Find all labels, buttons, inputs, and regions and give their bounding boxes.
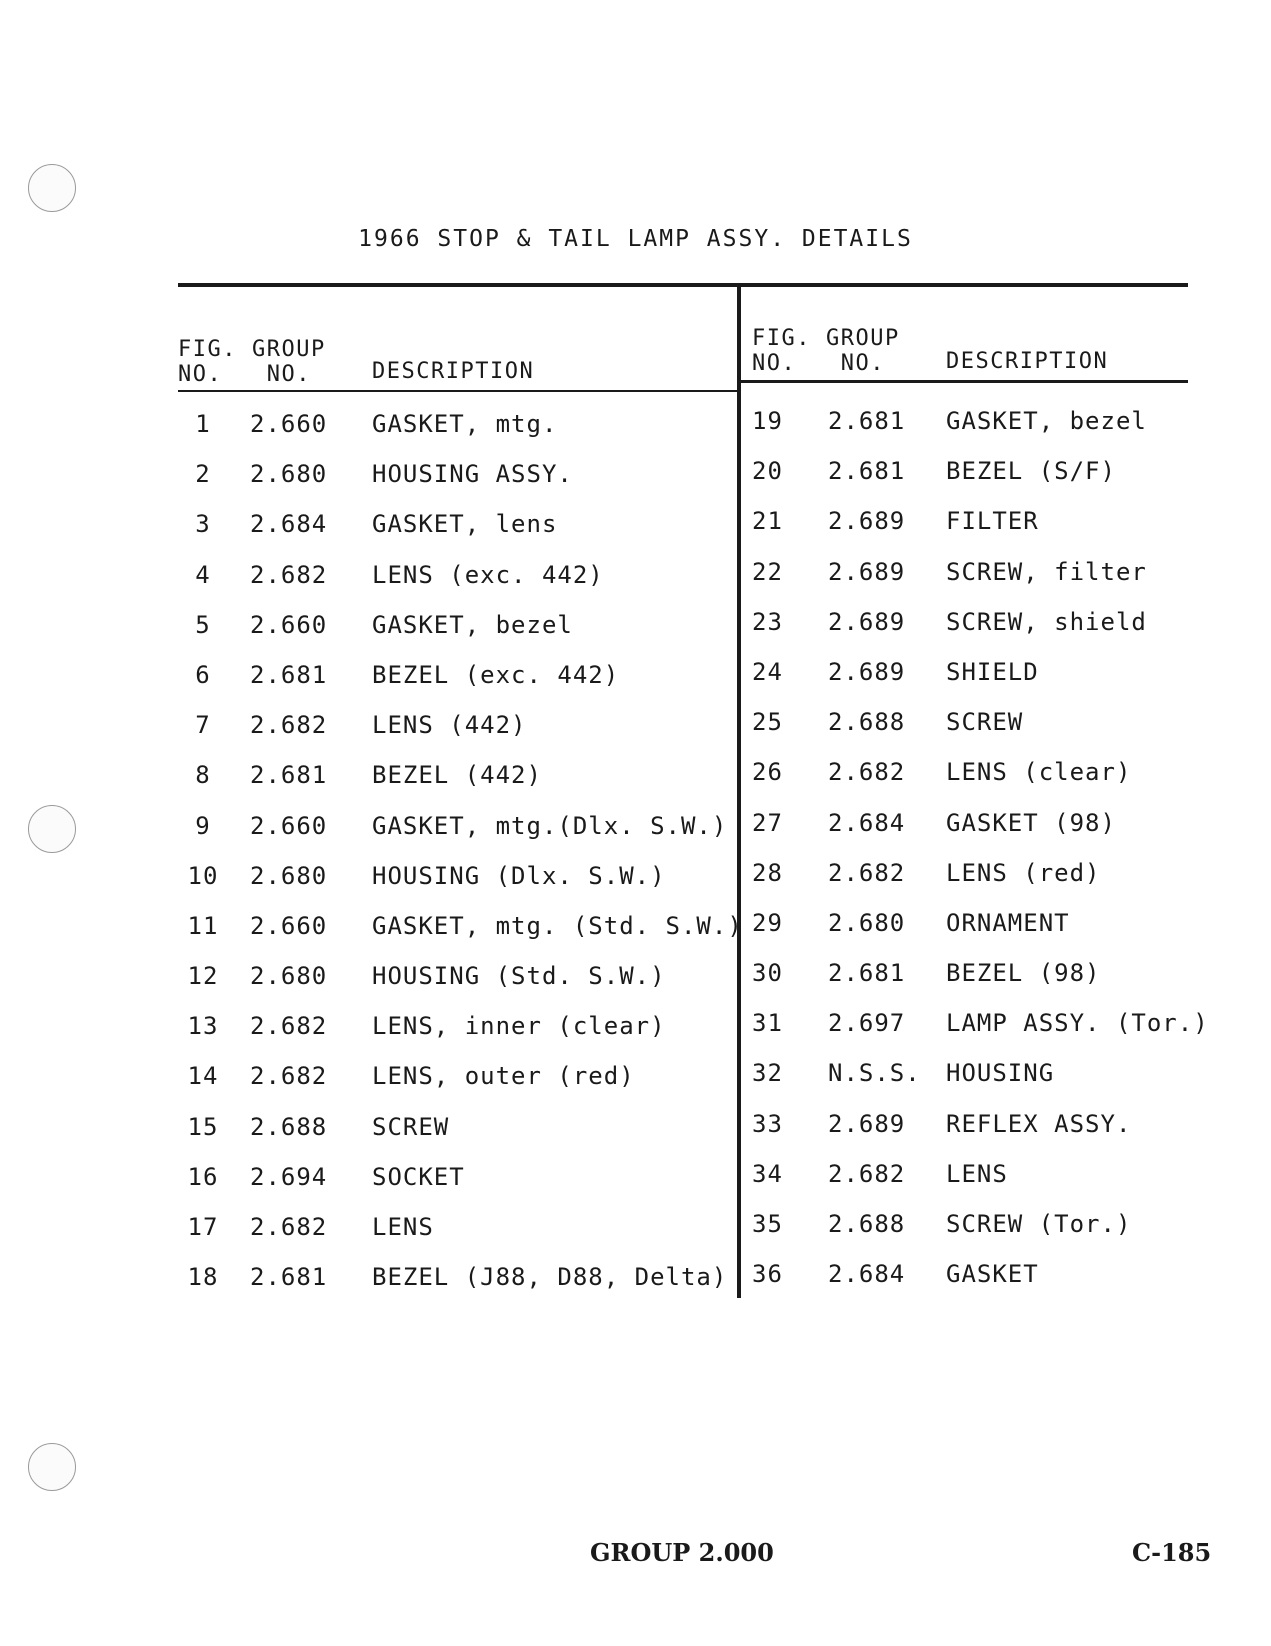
part-description: LAMP ASSY. (Tor.) — [946, 1009, 1209, 1038]
left-header-description: DESCRIPTION — [372, 359, 535, 384]
part-description: HOUSING (Std. S.W.) — [372, 962, 666, 991]
header-fig-line1: FIG. — [178, 337, 237, 362]
group-no: 2.684 — [828, 808, 906, 837]
part-description: SCREW, filter — [946, 557, 1147, 586]
fig-no: 5 — [195, 610, 211, 639]
table-column-divider — [737, 283, 741, 1298]
part-description: GASKET, mtg.(Dlx. S.W.) — [372, 811, 728, 840]
group-no: 2.681 — [828, 457, 906, 486]
fig-no: 8 — [195, 761, 211, 790]
part-description: SOCKET — [372, 1162, 465, 1191]
group-no: 2.681 — [250, 660, 328, 689]
header-group-line2: NO. — [266, 362, 311, 387]
part-description: FILTER — [946, 507, 1039, 536]
part-description: BEZEL (J88, D88, Delta) — [372, 1263, 728, 1292]
left-header-fig — [178, 337, 237, 387]
group-no: 2.680 — [828, 908, 906, 937]
fig-no: 27 — [752, 808, 783, 837]
fig-no: 25 — [752, 708, 783, 737]
left-header-group — [252, 337, 326, 387]
group-no: 2.682 — [828, 758, 906, 787]
part-description: GASKET (98) — [946, 808, 1116, 837]
part-description: GASKET — [946, 1260, 1039, 1289]
group-no: 2.682 — [828, 1159, 906, 1188]
fig-no: 32 — [752, 1059, 783, 1088]
fig-no: 17 — [187, 1213, 219, 1241]
fig-no: 10 — [187, 861, 219, 890]
fig-no: 2 — [195, 460, 211, 489]
part-description: BEZEL (S/F) — [946, 457, 1116, 486]
footer-group-label: GROUP 2.000 — [590, 1538, 774, 1567]
fig-no: 16 — [187, 1162, 219, 1191]
part-description: SCREW (Tor.) — [946, 1210, 1132, 1238]
group-no: 2.684 — [828, 1260, 906, 1289]
part-description: SCREW, shield — [946, 607, 1147, 636]
part-description: HOUSING (Dlx. S.W.) — [372, 861, 666, 890]
part-description: LENS, inner (clear) — [372, 1012, 666, 1041]
group-no: 2.681 — [250, 1263, 328, 1292]
group-no: 2.697 — [828, 1009, 906, 1038]
part-description: ORNAMENT — [946, 908, 1070, 937]
part-description: SCREW — [946, 708, 1024, 737]
group-no: 2.682 — [250, 560, 328, 589]
table-top-rule — [178, 283, 1188, 287]
part-description: LENS — [946, 1159, 1008, 1188]
fig-no: 20 — [752, 457, 783, 486]
fig-no: 12 — [187, 962, 219, 991]
fig-no: 29 — [752, 908, 783, 937]
left-header-rule — [178, 390, 738, 392]
fig-no: 19 — [752, 407, 783, 435]
fig-no: 7 — [195, 711, 211, 740]
right-header-description: DESCRIPTION — [946, 349, 1109, 374]
part-description: GASKET, mtg. (Std. S.W.) — [372, 911, 743, 940]
group-no: 2.694 — [250, 1162, 328, 1191]
group-no: 2.682 — [250, 711, 328, 740]
fig-no: 21 — [752, 507, 783, 536]
fig-no: 34 — [752, 1159, 783, 1188]
fig-no: 24 — [752, 657, 783, 686]
part-description: SHIELD — [946, 657, 1039, 686]
header-fig-line2: NO. — [178, 362, 223, 387]
part-description: HOUSING — [946, 1059, 1055, 1088]
part-description: LENS (442) — [372, 711, 527, 740]
part-description: LENS — [372, 1213, 434, 1241]
part-description: GASKET, bezel — [372, 610, 573, 639]
group-no: 2.688 — [828, 708, 906, 737]
group-no: 2.682 — [828, 858, 906, 887]
fig-no: 28 — [752, 858, 783, 887]
fig-no: 3 — [195, 510, 211, 539]
group-no: 2.682 — [250, 1012, 328, 1041]
group-no: 2.689 — [828, 607, 906, 636]
fig-no: 23 — [752, 607, 783, 636]
group-no: 2.660 — [250, 610, 328, 639]
part-description: LENS (red) — [946, 858, 1101, 887]
header-group-line1: GROUP — [826, 326, 900, 351]
group-no: 2.660 — [250, 911, 328, 940]
fig-no: 14 — [187, 1062, 219, 1091]
fig-no: 6 — [195, 660, 211, 689]
group-no: 2.689 — [828, 657, 906, 686]
fig-no: 9 — [195, 811, 211, 840]
part-description: LENS (clear) — [946, 758, 1132, 787]
header-group-line1: GROUP — [252, 337, 326, 362]
fig-no: 1 — [195, 410, 211, 438]
fig-no: 13 — [187, 1012, 219, 1041]
group-no: 2.681 — [250, 761, 328, 790]
header-fig-line1: FIG. — [752, 326, 811, 351]
part-description: GASKET, bezel — [946, 407, 1147, 435]
binder-hole-middle — [28, 805, 76, 853]
group-no: 2.680 — [250, 861, 328, 890]
group-no: 2.681 — [828, 407, 906, 435]
binder-hole-bottom — [28, 1443, 76, 1491]
fig-no: 15 — [187, 1112, 219, 1141]
part-description: REFLEX ASSY. — [946, 1109, 1132, 1138]
right-header-group — [826, 326, 900, 376]
group-no: 2.682 — [250, 1062, 328, 1091]
header-group-line2: NO. — [840, 351, 885, 376]
fig-no: 4 — [195, 560, 211, 589]
part-description: LENS (exc. 442) — [372, 560, 604, 589]
part-description: LENS, outer (red) — [372, 1062, 635, 1091]
fig-no: 18 — [187, 1263, 219, 1292]
page-title: 1966 STOP & TAIL LAMP ASSY. DETAILS — [358, 226, 913, 252]
fig-no: 31 — [752, 1009, 783, 1038]
group-no: 2.689 — [828, 557, 906, 586]
part-description: BEZEL (98) — [946, 959, 1101, 988]
fig-no: 35 — [752, 1210, 783, 1238]
group-no: 2.681 — [828, 959, 906, 988]
group-no: 2.660 — [250, 410, 328, 438]
part-description: HOUSING ASSY. — [372, 460, 573, 489]
group-no: 2.682 — [250, 1213, 328, 1241]
group-no: 2.688 — [250, 1112, 328, 1141]
right-header-fig — [752, 326, 811, 376]
fig-no: 30 — [752, 959, 783, 988]
part-description: GASKET, lens — [372, 510, 558, 539]
part-description: BEZEL (442) — [372, 761, 542, 790]
fig-no: 33 — [752, 1109, 783, 1138]
group-no: 2.689 — [828, 1109, 906, 1138]
page-number: C-185 — [1132, 1538, 1212, 1567]
fig-no: 26 — [752, 758, 783, 787]
group-no: 2.660 — [250, 811, 328, 840]
group-no: 2.680 — [250, 460, 328, 489]
fig-no: 36 — [752, 1260, 783, 1289]
right-header-rule — [740, 380, 1188, 383]
binder-hole-top — [28, 164, 76, 212]
group-no: 2.689 — [828, 507, 906, 536]
part-description: SCREW — [372, 1112, 450, 1141]
fig-no: 11 — [187, 911, 219, 940]
group-no: 2.684 — [250, 510, 328, 539]
part-description: GASKET, mtg. — [372, 410, 558, 438]
fig-no: 22 — [752, 557, 783, 586]
part-description: BEZEL (exc. 442) — [372, 660, 620, 689]
group-no: 2.688 — [828, 1210, 906, 1238]
header-fig-line2: NO. — [752, 351, 797, 376]
group-no: 2.680 — [250, 962, 328, 991]
group-no: N.S.S. — [828, 1059, 921, 1088]
